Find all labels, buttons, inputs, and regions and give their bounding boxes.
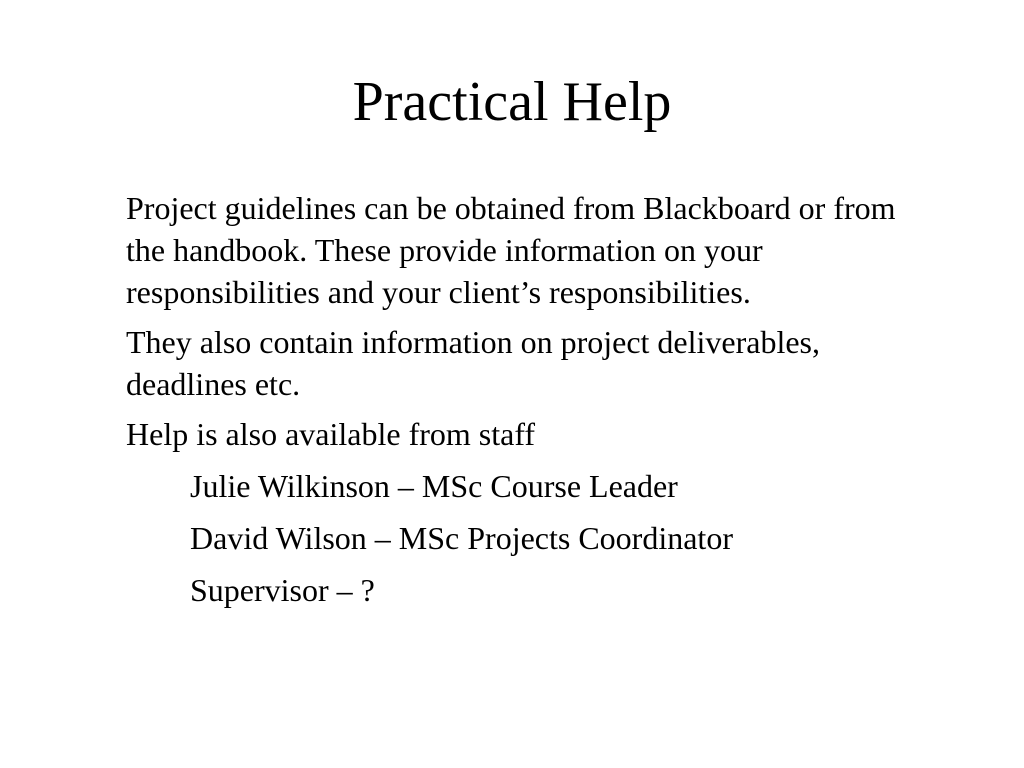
slide-title: Practical Help [352, 71, 672, 133]
contact-projects-coordinator: David Wilson – MSc Projects Coordinator [190, 520, 733, 556]
contact-supervisor: Supervisor – ? [190, 572, 375, 608]
paragraph-staff-help: Help is also available from staff [126, 416, 536, 452]
paragraph-deliverables: They also contain information on project deliverables, deadlines etc. [126, 324, 820, 402]
paragraph-guidelines: Project guidelines can be obtained from Blackboard or from the handbook. These provide information on your responsibilities and your client’s responsibilities. [126, 190, 896, 310]
slide-body [126, 187, 926, 621]
contact-course-leader: Julie Wilkinson – MSc Course Leader [190, 468, 678, 504]
